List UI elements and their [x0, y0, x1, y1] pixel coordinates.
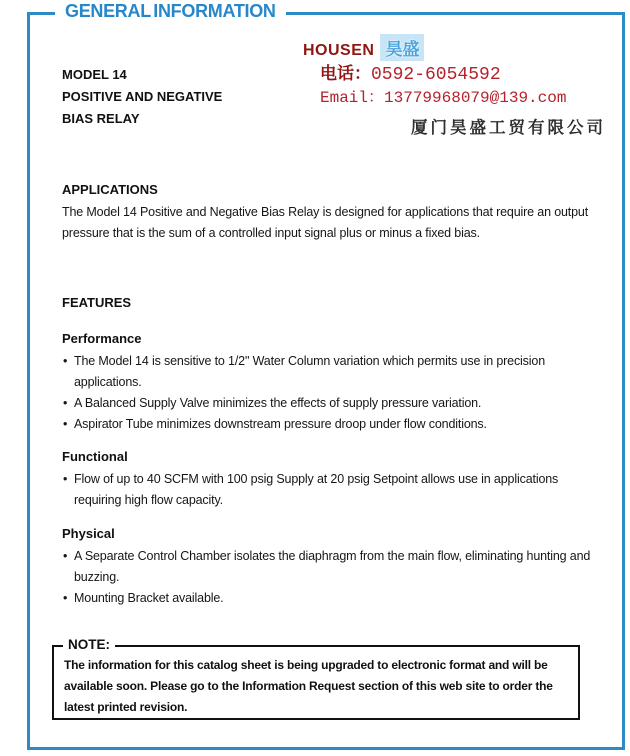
company-name: 厦门昊盛工贸有限公司 — [411, 119, 606, 137]
note-box — [52, 637, 580, 720]
applications-section — [62, 180, 602, 244]
phone-line — [320, 62, 606, 87]
physical-group — [62, 524, 597, 609]
bullet-item: • A Separate Control Chamber isolates the diaphragm from the main flow, eliminating hunting and buzzing. — [62, 546, 597, 588]
bullet-item: • A Balanced Supply Valve minimizes the effects of supply pressure variation. — [62, 393, 597, 414]
features-heading: FEATURES — [62, 295, 132, 310]
contact-block — [320, 62, 606, 138]
model-heading — [62, 64, 222, 130]
functional-bullets — [62, 469, 597, 511]
phone-number: 0592-6054592 — [371, 65, 501, 85]
bullet-item: • Flow of up to 40 SCFM with 100 psig Supply at 20 psig Setpoint allows use in applications requiring high flow capacity. — [62, 469, 597, 511]
model-line-1: MODEL 14 — [62, 67, 127, 82]
functional-title: Functional — [62, 449, 128, 464]
note-body: The information for this catalog sheet is being upgraded to electronic format and will be available soon. Please go to the Information Request section of this web site to order the latest printed revision. — [64, 658, 553, 714]
bullet-item: • The Model 14 is sensitive to 1/2" Water Column variation which permits use in precision applications. — [62, 351, 597, 393]
performance-group — [62, 329, 597, 435]
model-line-3: BIAS RELAY — [62, 111, 140, 126]
functional-group — [62, 447, 597, 511]
email-line — [320, 87, 606, 110]
performance-title: Performance — [62, 331, 142, 346]
bullet-item: • Aspirator Tube minimizes downstream pressure droop under flow conditions. — [62, 414, 597, 435]
applications-heading: APPLICATIONS — [62, 182, 158, 197]
performance-bullets — [62, 351, 597, 435]
logo-housen-text: HOUSEN — [303, 42, 375, 59]
model-line-2: POSITIVE AND NEGATIVE — [62, 89, 223, 104]
physical-bullets — [62, 546, 597, 609]
email-label: Email： — [320, 89, 385, 107]
page-title: GENERAL INFORMATION — [55, 1, 286, 22]
note-label: NOTE: — [63, 637, 115, 652]
physical-title: Physical — [62, 526, 115, 541]
applications-body: The Model 14 Positive and Negative Bias Relay is designed for applications that require an output pressure that is the sum of a controlled input signal plus or minus a fixed bias. — [62, 205, 589, 240]
company-logo — [303, 34, 424, 61]
logo-chinese-text: 昊盛 — [380, 34, 424, 61]
email-address: 13779968079@139.com — [384, 89, 567, 107]
phone-label: 电话： — [320, 64, 371, 83]
bullet-item: • Mounting Bracket available. — [62, 588, 597, 609]
